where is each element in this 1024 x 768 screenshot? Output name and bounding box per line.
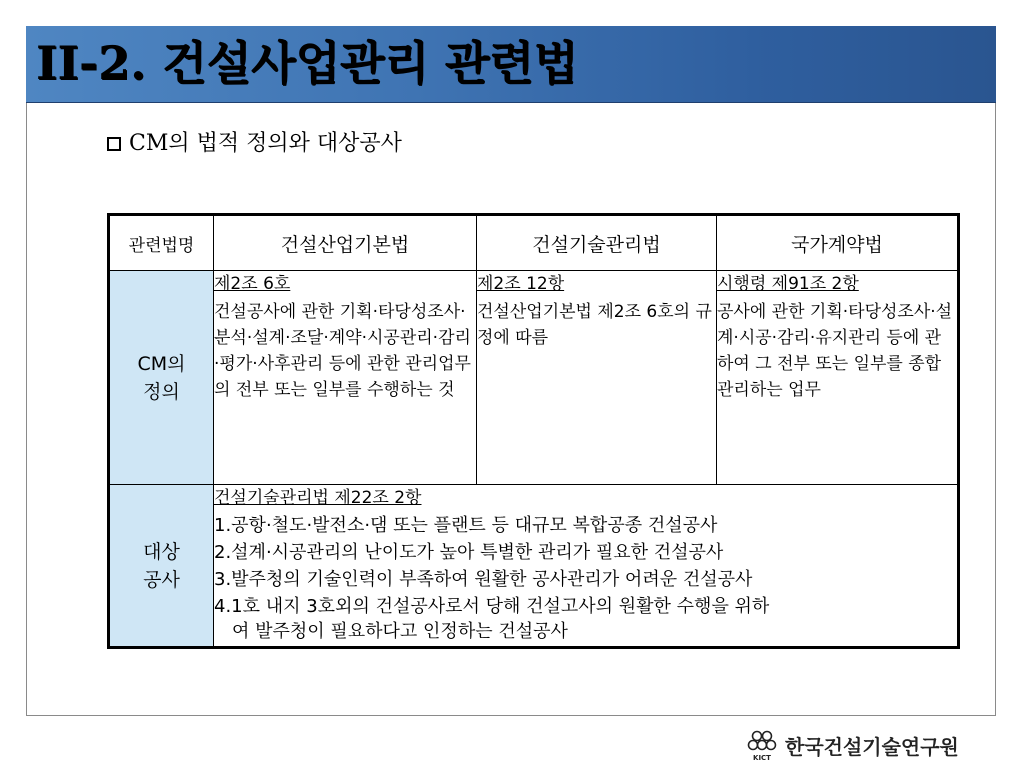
definition-cell-state-contract (717, 271, 959, 485)
square-bullet-icon (107, 137, 121, 151)
target-projects-row (109, 485, 959, 648)
subtitle-text: CM의 법적 정의와 대상공사 (129, 131, 402, 156)
target-project-item: 3.발주청의 기술인력이 부족하여 원활한 공사관리가 어려운 건설공사 (214, 569, 753, 590)
header-state-contract-act: 국가계약법 (717, 215, 959, 271)
section-subtitle (107, 128, 402, 160)
row-label-line: 대상 (143, 540, 180, 563)
header-construction-industry-act: 건설산업기본법 (214, 215, 477, 271)
target-project-item (214, 594, 957, 644)
article-reference: 건설기술관리법 제22조 2항 (214, 488, 422, 508)
target-project-item: 2.설계·시공관리의 난이도가 높아 특별한 관리가 필요한 건설공사 (214, 542, 724, 563)
row-label-line: CM의 (137, 352, 186, 375)
row-label-target-projects (109, 485, 214, 648)
kict-logo-icon (745, 728, 779, 762)
definition-text: 건설산업기본법 제2조 6호의 규정에 따름 (477, 302, 712, 348)
target-projects-cell (214, 485, 959, 648)
article-reference: 제2조 12항 (477, 274, 565, 294)
logo-abbr: KICT (753, 754, 771, 762)
article-reference: 제2조 6호 (214, 274, 291, 294)
row-label-line: 정의 (143, 380, 180, 403)
article-reference: 시행령 제91조 2항 (717, 274, 859, 294)
definition-text: 공사에 관한 기획·타당성조사·설계·시공·감리·유지관리 등에 관하여 그 전부 또는 일부를 종합관리하는 업무 (717, 302, 953, 400)
row-label-definition (109, 271, 214, 485)
slide-title: II-2. 건설사업관리 관련법 (36, 36, 579, 90)
target-project-item-line: 4.1호 내지 3호외의 건설공사로서 당해 건설고사의 원활한 수행을 위하 (214, 596, 770, 617)
org-logo (745, 727, 959, 763)
law-comparison-table (107, 213, 960, 649)
target-project-item: 1.공항·철도·발전소·댐 또는 플랜트 등 대규모 복합공종 건설공사 (214, 515, 718, 536)
definition-row (109, 271, 959, 485)
header-law-name: 관련법명 (109, 215, 214, 271)
table-header-row (109, 215, 959, 271)
definition-text: 건설공사에 관한 기획·타당성조사·분석·설계·조달·계약·시공관리·감리·평가·사후관리 등에 관한 관리업무의 전부 또는 일부를 수행하는 것 (214, 302, 471, 400)
org-name: 한국건설기술연구원 (785, 734, 959, 759)
row-label-line: 공사 (143, 568, 180, 591)
definition-cell-construction-technology (477, 271, 717, 485)
header-construction-technology-act: 건설기술관리법 (477, 215, 717, 271)
definition-cell-construction-industry (214, 271, 477, 485)
target-project-item-line: 여 발주청이 필요하다고 인정하는 건설공사 (232, 621, 568, 642)
title-bar (26, 26, 996, 103)
